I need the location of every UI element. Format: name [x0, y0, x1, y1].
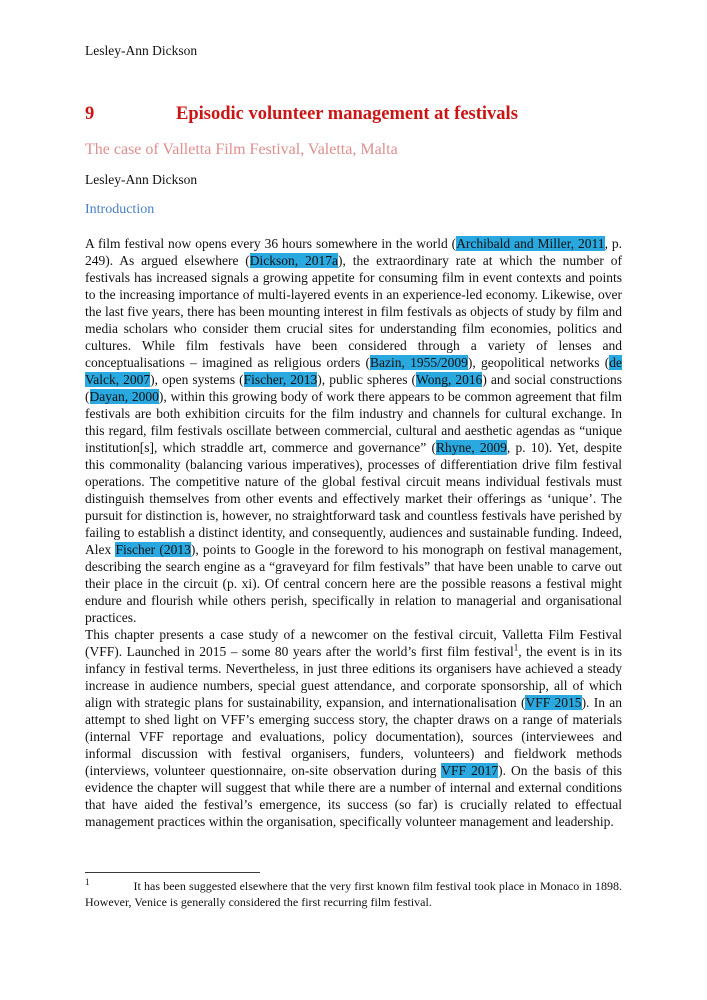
section-heading-introduction: Introduction — [85, 202, 155, 217]
chapter-title-row — [85, 104, 622, 125]
chapter-number: 9 — [85, 104, 95, 124]
footnote-1: $^1$ It has been suggested elsewhere that the very first known film festival took place in Monaco in 1898. However, Venice is generally considered the first recurring film festival. — [85, 877, 622, 909]
paragraph-2: This chapter presents a case study of a newcomer on the festival circuit, Valletta Film Festival (VFF). Launched in 2015 – some 80 years after the world’s first film festival$^1$, the event is in its infancy in festival terms. Nevertheless, in just three editions its organisers have achieved a steady increase in audience numbers, special guest attendance, and corporate sponsorship, all of which align with strategic plans for sustainability, expansion, and internationalisation (VFF 2015). In an attempt to shed light on VFF’s emerging success story, the chapter draws on a range of materials (internal VFF reportage and evaluations, policy documentation), sources (interviewees and informal discussion with festival organisers, funders, volunteers) and fieldwork methods (interviews, volunteer questionnaire, on-site observation during VFF 2017). On the basis of this evidence the chapter will suggest that while there are a number of internal and external conditions that have aided the festival’s emergence, its success (so far) is crucially related to effectual management practices within the organisation, specifically volunteer management and leadership. — [85, 627, 623, 829]
highlighted-citation: VFF 2015 — [525, 695, 582, 710]
page-content — [85, 0, 622, 830]
paragraph-1: A film festival now opens every 36 hours somewhere in the world (Archibald and Miller, 2011, p. 249). As argued elsewhere (Dickson, 2017a), the extraordinary rate at which the number of festivals has increased signals a growing appetite for consuming film in event contexts and points to the increasing importance of multi-layered events in an experience-led economy. Likewise, over the last five years, there has been mounting interest in film festivals as objects of study by film and media scholars who consider them crucial sites for understanding film economies, politics and cultures. While film festivals have been considered through a variety of lenses and conceptualisations – imagined as religious orders (Bazin, 1955/2009), geopolitical networks (de Valck, 2007), open systems (Fischer, 2013), public spheres (Wong, 2016) and social constructions (Dayan, 2000), within this growing body of work there appears to be common agreement that film festivals are both exhibition circuits for the film industry and channels for cultural exchange. In this regard, film festivals oscillate between commercial, cultural and aesthetic agendas as “unique institution[s], which straddle art, commerce and governance” (Rhyne, 2009, p. 10). Yet, despite this commonality (balancing various imperatives), processes of differentiation drive film festival operations. The competitive nature of the global festival circuit means individual festivals must distinguish themselves from other events and effectively market their offerings as ‘unique’. The pursuit for distinction is, however, no straightforward task and countless festivals have perished by failing to establish a distinct identity, and consequently, audiences and sustainable funding. Indeed, Alex Fischer (2013), points to Google in the foreword to his monograph on festival management, describing the search engine as a “graveyard for film festivals” that have been unable to carve out their place in the circuit (p. xi). Of central concern here are the possible reasons a festival might endure and flourish while others perish, specifically in relation to managerial and organisational practices. — [85, 236, 623, 625]
highlighted-citation: Wong, 2016 — [416, 372, 483, 387]
highlighted-citation: VFF 2017 — [441, 763, 499, 778]
chapter-title: Episodic volunteer management at festivals — [176, 104, 518, 124]
highlighted-citation: Dickson, 2017a — [249, 253, 339, 268]
highlighted-citation: Fischer (2013 — [115, 542, 191, 557]
author-name: Lesley-Ann Dickson — [85, 172, 198, 187]
chapter-subtitle: The case of Valletta Film Festival, Valetta, Malta — [85, 141, 398, 158]
highlighted-citation: Bazin, 1955/2009 — [370, 355, 468, 370]
highlighted-citation: de Valck, 2007 — [85, 355, 622, 387]
footnote-separator-rule — [85, 872, 260, 873]
highlighted-citation: Archibald and Miller, 2011 — [456, 236, 605, 251]
highlighted-citation: Dayan, 2000 — [89, 389, 159, 404]
footnote-area — [85, 872, 622, 910]
highlighted-citation: Rhyne, 2009 — [435, 440, 507, 455]
highlighted-citation: Fischer, 2013 — [243, 372, 318, 387]
running-header: Lesley-Ann Dickson — [85, 43, 198, 58]
body-text — [85, 235, 622, 830]
